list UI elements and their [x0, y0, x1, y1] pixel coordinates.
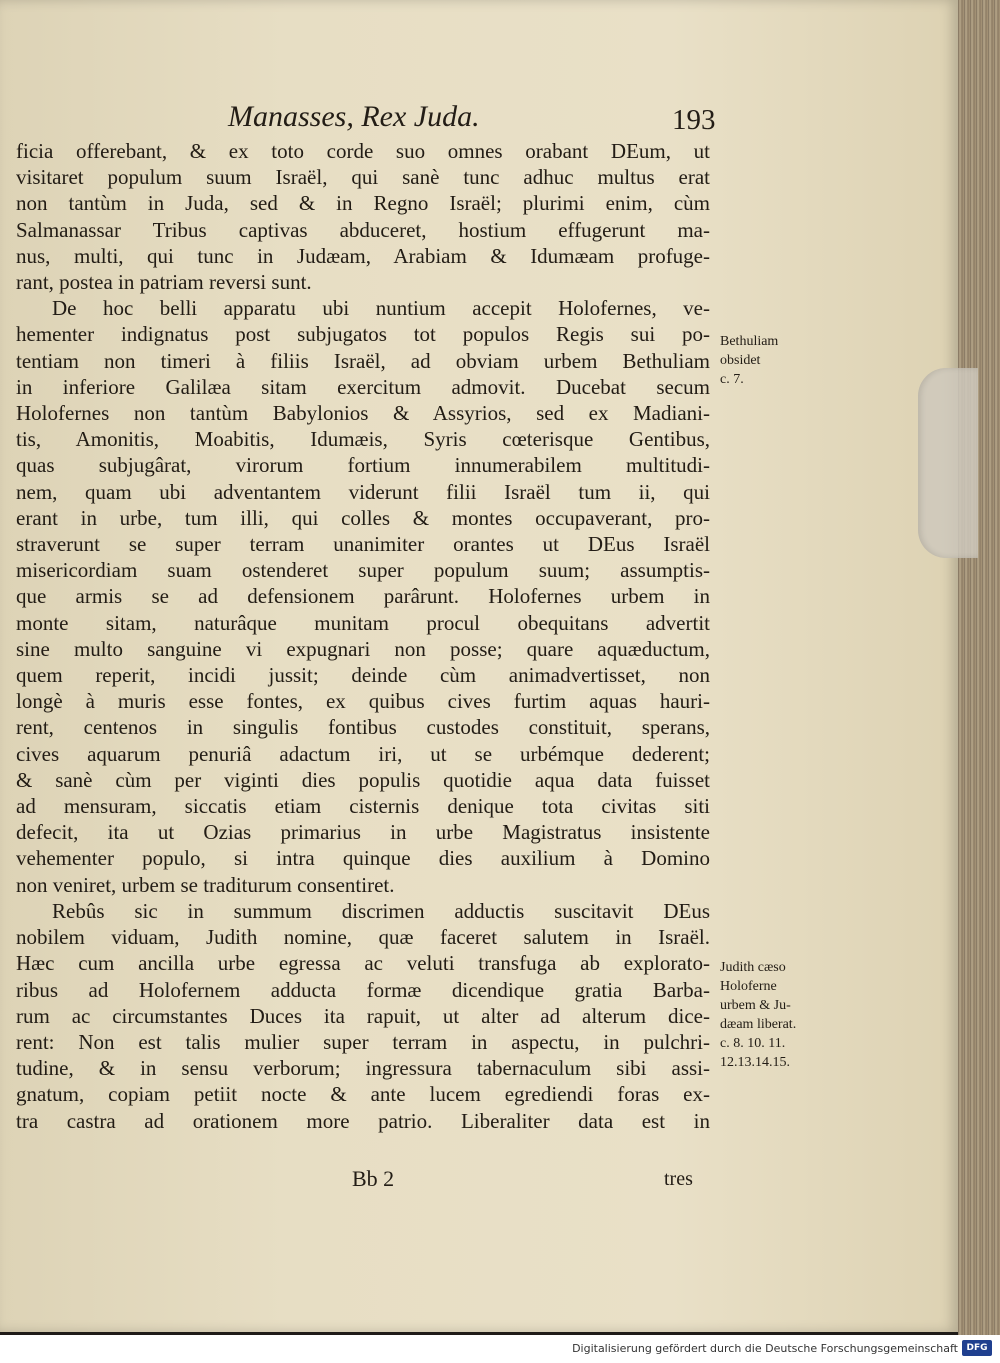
text-line: hementer indignatus post subjugatos tot populos Regis sui po- — [16, 322, 710, 347]
page-number: 193 — [672, 104, 716, 136]
text-line: vehementer populo, si intra quinque dies auxilium à Domino — [16, 846, 710, 871]
text-line: ribus ad Holofernem adducta formæ dicendique gratia Barba- — [16, 977, 710, 1002]
text-line: Rebûs sic in summum discrimen adductis suscitavit DEus — [52, 898, 710, 923]
bookmark-tab — [918, 368, 978, 558]
signature-mark: Bb 2 — [352, 1166, 395, 1191]
text-line: non tantùm in Juda, sed & in Regno Israël; plurimi enim, cùm — [16, 191, 710, 216]
text-line: erant in urbe, tum illi, qui colles & montes occupaverant, pro- — [16, 505, 710, 530]
margin-note-line: c. 7. — [720, 372, 744, 387]
text-line: tra castra ad orationem more patrio. Liberaliter data est in — [16, 1108, 710, 1133]
text-line: gnatum, copiam petiit nocte & ante lucem egrediendi foras ex- — [16, 1082, 710, 1107]
text-line: & sanè cùm per viginti dies populis quotidie aqua data fuisset — [16, 767, 710, 792]
text-line: tis, Amonitis, Moabitis, Idumæis, Syris cœterisque Gentibus, — [16, 427, 710, 452]
footer-credit: Digitalisierung gefördert durch die Deutsche Forschungsgemeinschaft — [572, 1342, 958, 1355]
running-head: Manasses, Rex Juda. — [228, 100, 480, 133]
text-line: cives aquarum penuriâ adactum iri, ut se urbémque dederent; — [16, 741, 710, 766]
text-line: quas subjugârat, virorum fortium innumerabilem multitudi- — [16, 453, 710, 478]
catchword: tres — [664, 1168, 693, 1190]
margin-note-line: dæam liberat. — [720, 1017, 797, 1032]
text-line: nem, quam ubi adventantem viderunt filii Israël tum ii, qui — [16, 479, 710, 504]
text-line: defecit, ita ut Ozias primarius in urbe Magistratus insistente — [16, 820, 710, 845]
dfg-logo-icon: DFG — [962, 1340, 992, 1356]
text-line: ad mensuram, siccatis etiam cisternis denique tota civitas siti — [16, 794, 710, 819]
margin-note-line: obsidet — [720, 353, 761, 368]
text-line: Hæc cum ancilla urbe egressa ac veluti transfuga ab explorato- — [16, 951, 710, 976]
margin-note-line: 12.13.14.15. — [720, 1055, 790, 1070]
text-line: rum ac circumstantes Duces ita rapuit, ut alter ad alterum dice- — [16, 1003, 710, 1028]
body-text — [16, 138, 710, 1134]
text-line: in inferiore Galilæa sitam exercitum admovit. Ducebat secum — [16, 374, 710, 399]
text-line: longè à muris esse fontes, ex quibus cives furtim aquas hauri- — [16, 689, 710, 714]
margin-note-line: urbem & Ju- — [720, 998, 791, 1013]
text-line: quem reperit, incidi jussit; deinde cùm animadvertisset, non — [16, 663, 710, 688]
text-line: Holofernes non tantùm Babylonios & Assyrios, sed ex Madiani- — [16, 401, 710, 426]
margin-note-line: Judith cæso — [720, 960, 786, 975]
text-line: visitaret populum suum Israël, qui sanè tunc adhuc multus erat — [16, 165, 710, 190]
text-line: monte sitam, naturâque munitam procul obequitans advertit — [16, 610, 710, 635]
text-line: nus, multi, qui tunc in Judæam, Arabiam & Idumæam profuge- — [16, 243, 710, 268]
text-line: rent, centenos in singulis fontibus custodes constituit, sperans, — [16, 715, 710, 740]
margin-note-judith — [720, 958, 820, 1072]
text-line: non veniret, urbem se traditurum consentiret. — [16, 872, 395, 897]
text-line: Salmanassar Tribus captivas abduceret, hostium effugerunt ma- — [16, 217, 710, 242]
margin-note-line: Holoferne — [720, 979, 777, 994]
text-line: tentiam non timeri à filiis Israël, ad obviam urbem Bethuliam — [16, 348, 710, 373]
text-line: que armis se ad defensionem parârunt. Holofernes urbem in — [16, 584, 710, 609]
margin-note-line: Bethuliam — [720, 334, 779, 349]
text-line: sine multo sanguine vi expugnari non posse; quare aquæductum, — [16, 636, 710, 661]
book-fore-edge — [958, 0, 1000, 1335]
text-line: ficia offerebant, & ex toto corde suo omnes orabant DEum, ut — [16, 139, 710, 163]
text-line: nobilem viduam, Judith nomine, quæ faceret salutem in Israël. — [16, 925, 710, 950]
margin-note-bethulia — [720, 332, 820, 389]
text-line: rent: Non est talis mulier super terram in aspectu, in pulchri- — [16, 1029, 710, 1054]
text-line: straverunt se super terram unanimiter orantes ut DEus Israël — [16, 532, 710, 557]
text-line: misericordiam suam ostenderet super populum suum; assumptis- — [16, 558, 710, 583]
text-line: rant, postea in patriam reversi sunt. — [16, 270, 312, 295]
text-line: tudine, & in sensu verborum; ingressura tabernaculum sibi assi- — [16, 1056, 710, 1081]
footer-bar — [0, 1335, 1000, 1363]
margin-note-line: c. 8. 10. 11. — [720, 1036, 786, 1051]
text-line: De hoc belli apparatu ubi nuntium accepit Holofernes, ve- — [52, 296, 710, 321]
